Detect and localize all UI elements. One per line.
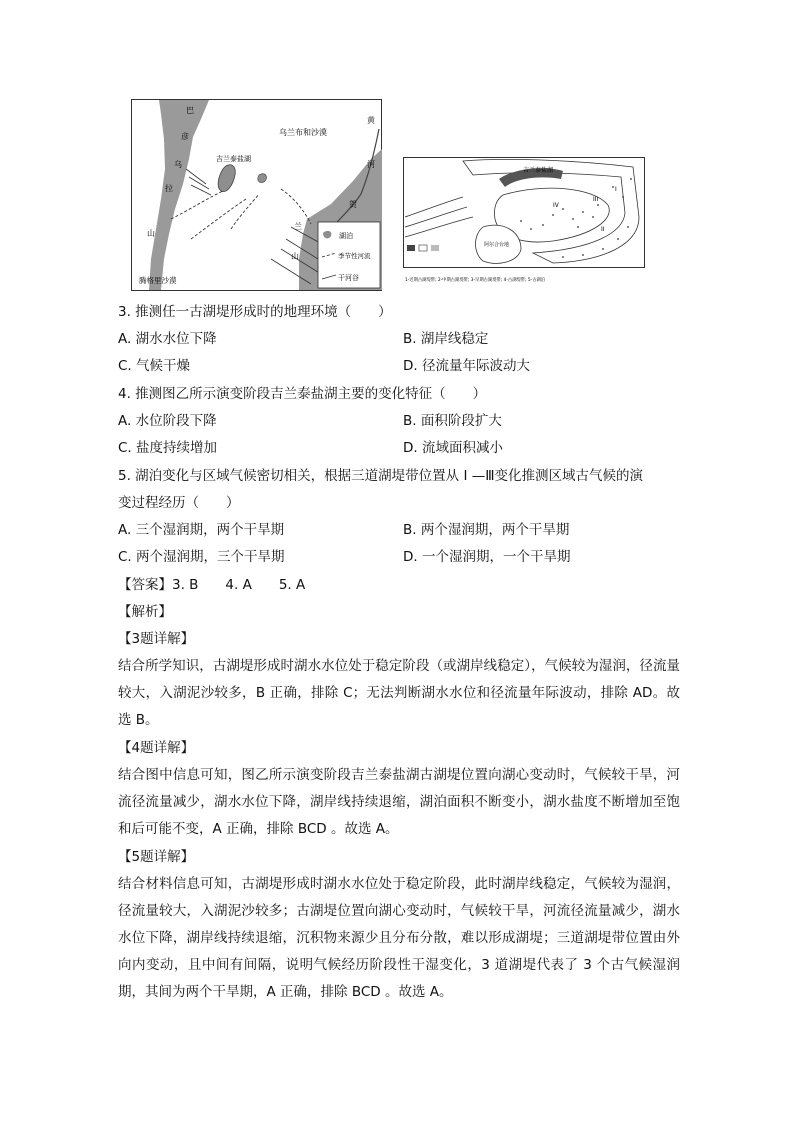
q3-option-a: A. 湖水水位下降: [118, 331, 217, 347]
q4-option-c: C. 盐度持续增加: [118, 440, 218, 456]
legend-seasonal: 季节性河流: [338, 252, 371, 260]
q3-option-c: C. 气候干燥: [118, 358, 191, 374]
question-3-stem: 3. 推测任一古湖堤形成时的地理环境（ ）: [118, 304, 392, 320]
lakeshore-map: [403, 157, 645, 289]
q5-option-c: C. 两个湿润期，三个干旱期: [118, 549, 285, 565]
question-4-stem: 4. 推测图乙所示演变阶段吉兰泰盐湖主要的变化特征（ ）: [118, 386, 487, 402]
ulan-buh-label: 乌兰布和沙漠: [279, 128, 327, 137]
answer-line: 【答案】3. B 4. A 5. A: [118, 577, 306, 593]
explanation-3-text: 结合所学知识，古湖堤形成时湖水水位处于稳定阶段（或湖岸线稳定），气候较为湿润，径流量较大，入湖泥沙较多，B 正确，排除 C；无法判断湖水水位和径流量年际波动，排除 AD。故选 B。: [118, 658, 680, 728]
explanation-5-text: 结合材料信息可知，古湖堤形成时湖水水位处于稳定阶段，此时湖岸线稳定，气候较为湿润，径流量较大，入湖泥沙较多；古湖堤位置向湖心变动时，气候较干旱，河流径流量减少，湖水水位下降，湖岸线持续退缩，沉积物来源少且分布分散，难以形成湖堤；三道湖堤带位置由外向内变动，且中间有间隔，说明气候经历阶段性干湿变化，3 道湖堤代表了 3 个古气候湿润期，其间为两个干旱期，A 正确，排除 BCD 。故选 A。: [118, 876, 680, 1000]
key-label-2: II: [601, 226, 605, 233]
q5-option-b: B. 两个湿润期，两个干旱期: [403, 522, 570, 538]
he-lan-label-2: 兰: [294, 222, 302, 231]
question-5-stem-line1: 5. 湖泊变化与区域气候密切相关，根据三道湖堤带位置从 I —Ⅲ变化推测区域古气候的演: [118, 468, 644, 484]
bayan-label-3: 乌: [174, 160, 182, 169]
he-lan-label-1: 贺: [349, 200, 357, 209]
q3-option-b: B. 湖岸线稳定: [403, 331, 489, 347]
huang-label: 黄: [367, 116, 375, 125]
analysis-heading: 【解析】: [118, 604, 172, 620]
bayan-label-2: 彦: [181, 132, 189, 141]
legend-dry: 干河谷: [338, 274, 359, 282]
he-lan-label-3: 山: [291, 252, 299, 261]
bayan-label-1: 巴: [186, 106, 194, 115]
plateau-label: 阿尔合台地: [484, 242, 510, 248]
q4-option-b: B. 面积阶段扩大: [403, 413, 502, 429]
explanation-3-heading: 【3题详解】: [118, 631, 195, 647]
explanation-5-heading: 【5题详解】: [118, 849, 195, 865]
key-label-3: III: [593, 196, 599, 203]
legend-lake: 湖泊: [339, 232, 353, 240]
explanation-4-heading: 【4题详解】: [118, 740, 195, 756]
figure-b-title: 吉兰泰盐湖: [523, 167, 554, 174]
figure-b-caption: 1-近期古湖堤带; 2-中期古湖堤带; 3-早期古湖堤带; 4-古湖堤带; 5-古湖泊: [405, 278, 546, 283]
he-label: 河: [367, 160, 375, 169]
q4-option-d: D. 流域面积减小: [403, 440, 503, 456]
bayan-label-4: 拉: [165, 184, 173, 193]
key-label-4: IV: [553, 202, 559, 209]
bayan-label-5: 山: [147, 229, 155, 238]
q5-option-d: D. 一个湿润期，一个干旱期: [403, 549, 571, 565]
jilantai-label: 吉兰泰盐湖: [216, 155, 251, 163]
explanation-4-text: 结合图中信息可知，图乙所示演变阶段吉兰泰盐湖古湖堤位置向湖心变动时，气候较干旱，河流径流量减少，湖水水位下降，湖岸线持续退缩，湖泊面积不断变小，湖水盐度不断增加至饱和后可能不变，A 正确，排除 BCD 。故选 A。: [118, 767, 680, 837]
key-label-1: I: [615, 186, 617, 193]
question-5-stem-line2: 变过程经历（ ）: [118, 495, 240, 511]
q5-option-a: A. 三个湿润期，两个干旱期: [118, 522, 285, 538]
regional-map: [131, 99, 382, 291]
q3-option-d: D. 径流量年际波动大: [403, 358, 530, 374]
tengger-label: 腾格里沙漠: [139, 276, 177, 285]
q4-option-a: A. 水位阶段下降: [118, 413, 217, 429]
